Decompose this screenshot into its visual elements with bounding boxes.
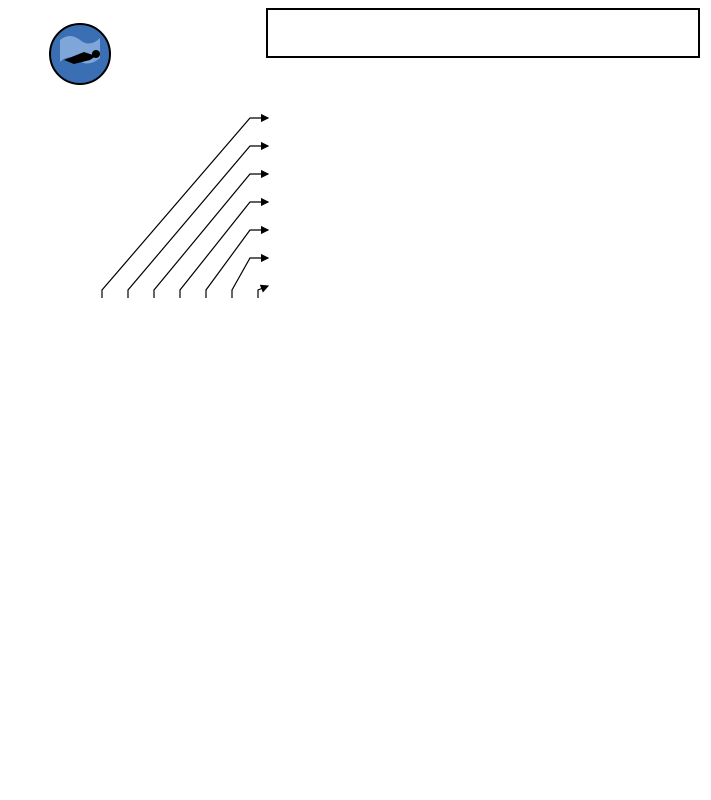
chart3-side-note (86, 357, 112, 707)
